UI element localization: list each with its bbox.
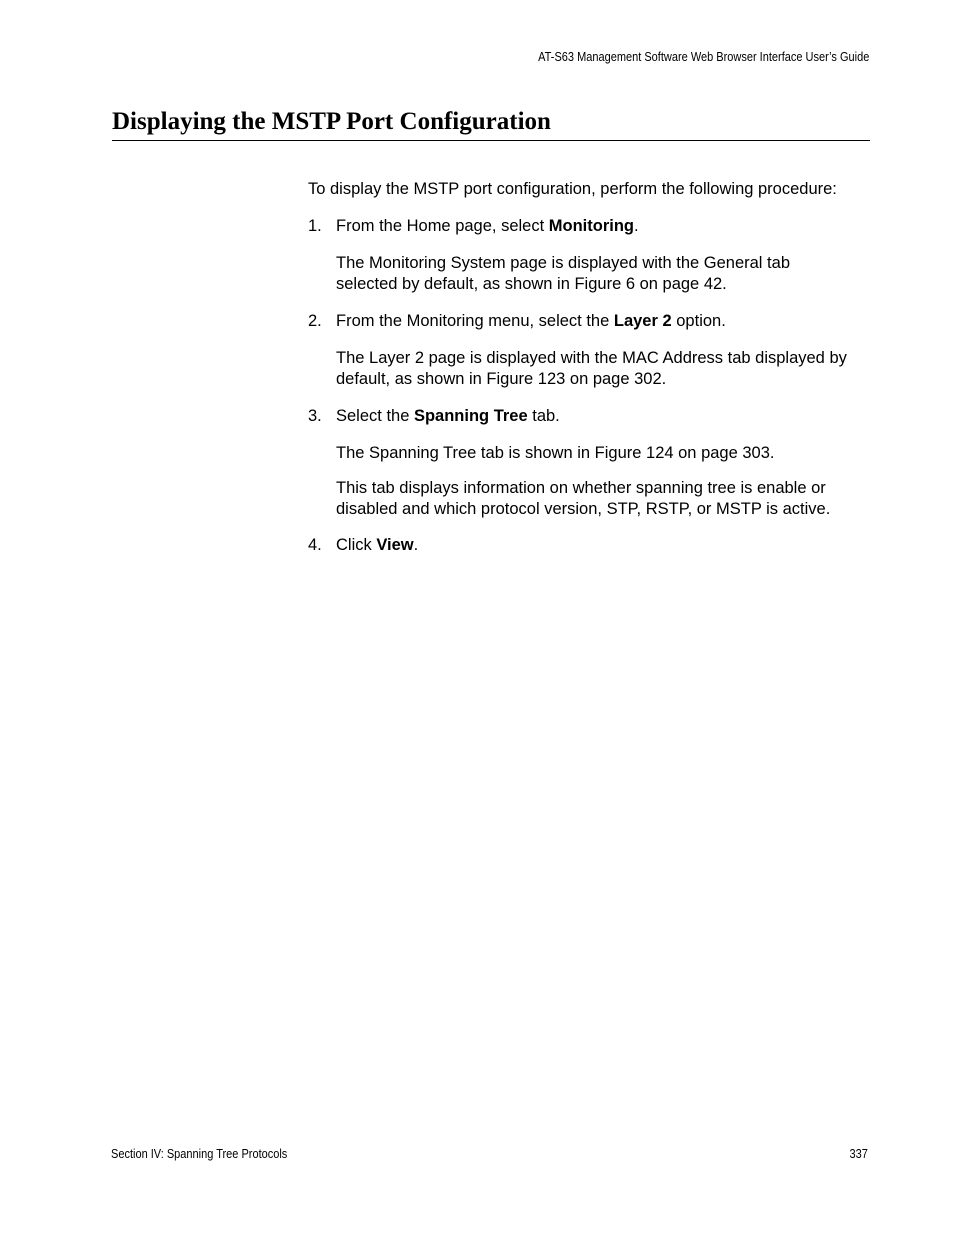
intro-paragraph: To display the MSTP port configuration, perform the following procedure: [308,180,837,198]
step-3-note-2: This tab displays information on whether spanning tree is enable or disabled and which protocol version, STP, RSTP, or MSTP is active. [336,479,831,518]
step-text: From the Monitoring menu, select the Layer 2 option. [336,312,726,330]
step-number: 4. [308,536,322,554]
step-3-note: The Spanning Tree tab is shown in Figure 124 on page 303. [336,444,775,462]
title-rule [112,140,870,141]
footer-page-number: 337 [849,1147,868,1161]
step-2-note: The Layer 2 page is displayed with the MAC Address tab displayed by default, as shown in Figure 123 on page 302. [336,349,847,388]
step-number: 1. [308,217,322,235]
footer-section-label: Section IV: Spanning Tree Protocols [111,1147,288,1161]
running-header: AT-S63 Management Software Web Browser Interface User’s Guide [537,50,869,64]
step-text: Select the Spanning Tree tab. [336,407,560,425]
step-keyword: View [376,536,414,554]
step-1-note: The Monitoring System page is displayed with the General tab selected by default, as shown in Figure 6 on page 42. [336,254,790,293]
step-text: Click View. [336,536,419,554]
step-number: 3. [308,407,322,425]
step-number: 2. [308,312,322,330]
step-keyword: Spanning Tree [413,407,528,425]
step-text: From the Home page, select Monitoring. [336,217,639,235]
section-title: Displaying the MSTP Port Configuration [112,108,551,135]
step-keyword: Layer 2 [613,312,672,330]
step-keyword: Monitoring [548,217,634,235]
